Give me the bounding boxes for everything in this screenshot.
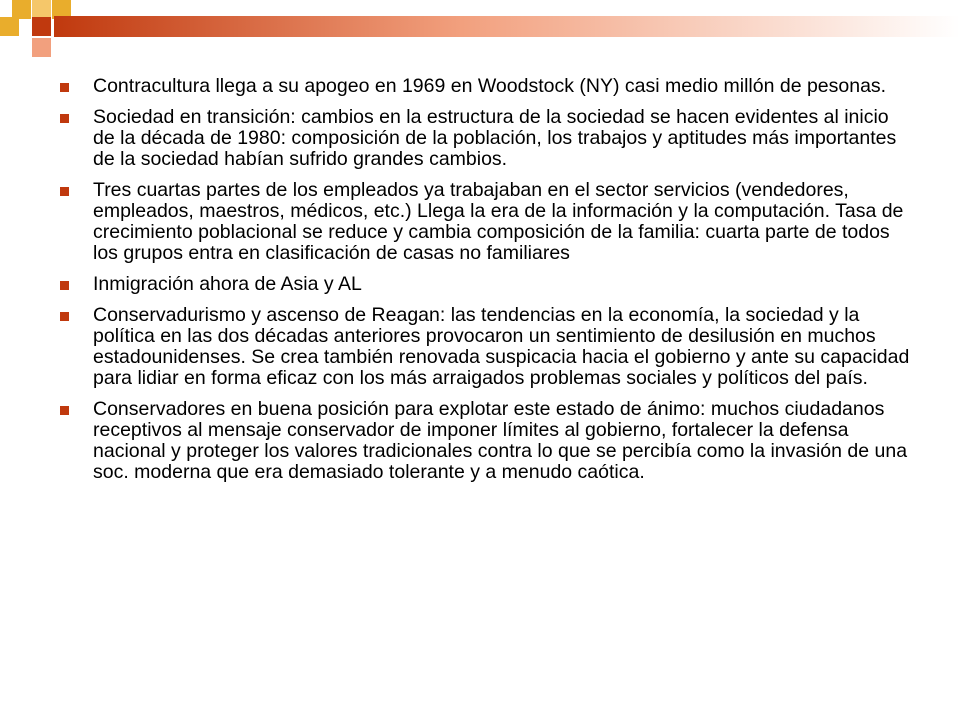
- square-bullet-icon: [60, 114, 69, 123]
- header-square-accent-lower: [32, 38, 51, 57]
- bullet-item: [60, 305, 910, 389]
- square-bullet-icon: [60, 83, 69, 92]
- bullet-text: Contracultura llega a su apogeo en 1969 en Woodstock (NY) casi medio millón de pesonas.: [93, 75, 887, 97]
- bullet-text: Conservadurismo y ascenso de Reagan: las tendencias en la economía, la sociedad y la política en las dos décadas anteriores provocaron un sentimiento de desilusión en muchos estadounidenses. Se crea también renovada suspicacia hacia el gobierno y ante su capacidad para lidiar en forma eficaz con los más arraigados problemas sociales y políticos del país.: [93, 304, 910, 389]
- header-gradient-bar: [54, 16, 960, 37]
- bullet-text: Sociedad en transición: cambios en la estructura de la sociedad se hacen evidentes al inicio de la década de 1980: composición de la población, los trabajos y aptitudes más importantes de la sociedad habían sufrido grandes cambios.: [93, 106, 897, 170]
- bullet-list: [60, 76, 910, 493]
- header-square-gold-left: [0, 17, 19, 36]
- header-square-accent: [32, 17, 51, 36]
- square-bullet-icon: [60, 406, 69, 415]
- bullet-text: Inmigración ahora de Asia y AL: [93, 273, 362, 295]
- bullet-item: [60, 399, 910, 483]
- bullet-item: [60, 180, 910, 264]
- bullet-item: [60, 274, 910, 295]
- bullet-item: [60, 107, 910, 170]
- bullet-text: Tres cuartas partes de los empleados ya trabajaban en el sector servicios (vendedores, empleados, maestros, médicos, etc.) Llega la era de la información y la computación. Tasa de crecimiento poblacional se reduce y cambia composición de la familia: cuarta parte de todos los grupos entra en clasificación de casas no familiares: [93, 179, 904, 264]
- square-bullet-icon: [60, 187, 69, 196]
- square-bullet-icon: [60, 281, 69, 290]
- square-bullet-icon: [60, 312, 69, 321]
- bullet-item: [60, 76, 910, 97]
- bullet-text: Conservadores en buena posición para explotar este estado de ánimo: muchos ciudadanos receptivos al mensaje conservador de imponer límites al gobierno, fortalecer la defensa nacional y proteger los valores tradicionales contra lo que se percibía como la invasión de una soc. moderna que era demasiado tolerante y a menudo caótica.: [93, 398, 908, 483]
